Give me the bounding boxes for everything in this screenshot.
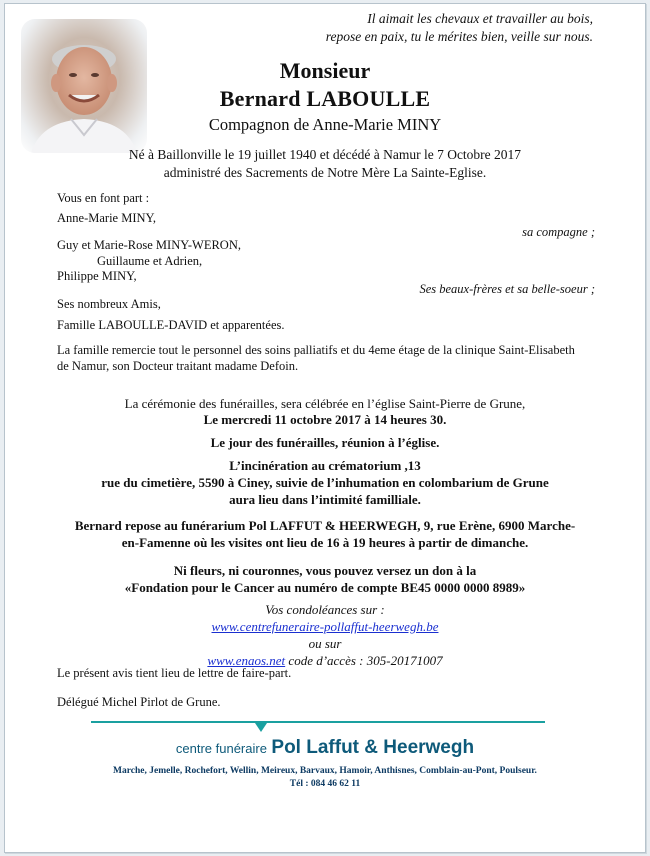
epitaph-line-1: Il aimait les chevaux et travailler au bois, xyxy=(367,11,593,26)
thanks-line-1: La famille remercie tout le personnel des soins palliatifs et du 4eme étage de la clinique Saint-Elisabeth xyxy=(57,343,575,357)
family-intro: Vous en font part : xyxy=(57,191,150,205)
cremation-block xyxy=(5,457,645,508)
condolences-block xyxy=(5,601,645,669)
logo-brand-name: Pol Laffut & Heerwegh xyxy=(271,737,475,758)
funeral-home-phone: Tél : 084 46 62 11 xyxy=(289,779,361,789)
ceremony-line-1: La cérémonie des funérailles, sera célébrée en l’église Saint-Pierre de Grune, xyxy=(124,396,526,411)
donation-line-2: «Fondation pour le Cancer au numéro de compte BE45 0000 0000 8989» xyxy=(124,580,526,595)
family-siblings-role: Ses beaux-frères et sa belle-soeur ; xyxy=(419,282,595,296)
logo-small-text: centre funéraire xyxy=(175,741,267,756)
funeral-home-line-1: Bernard repose au funérarium Pol LAFFUT & HEERWEGH, 9, rue Erène, 6900 Marche- xyxy=(74,518,576,533)
notice-text: Le présent avis tient lieu de lettre de faire-part. xyxy=(57,666,292,680)
condolences-label: Vos condoléances sur : xyxy=(265,602,385,617)
condolences-or: ou sur xyxy=(308,636,342,651)
birth-death: Né à Baillonville le 19 juillet 1940 et décédé à Namur le 7 Octobre 2017 xyxy=(128,147,522,162)
funeral-home-towns: Marche, Jemelle, Rochefort, Wellin, Meireux, Barvaux, Hamoir, Anthisnes, Comblain-au-Pont, Poulseur. xyxy=(113,766,537,776)
thanks-block xyxy=(57,342,575,374)
donation-line-1: Ni fleurs, ni couronnes, vous pouvez versez un don à la xyxy=(173,563,477,578)
family-relatives: Famille LABOULLE-DAVID et apparentées. xyxy=(57,318,285,332)
family-friends: Ses nombreux Amis, xyxy=(57,297,161,311)
funeral-home-logo xyxy=(5,737,645,759)
donation-block xyxy=(5,562,645,596)
cremation-line-1: L’incinération au crématorium ,13 xyxy=(229,458,421,473)
condolences-link-1[interactable]: www.centrefuneraire-pollaffut-heerwegh.be xyxy=(211,619,439,634)
companion-line: Compagnon de Anne-Marie MINY xyxy=(208,115,442,134)
epitaph xyxy=(326,10,593,46)
obituary-notice xyxy=(4,3,646,853)
divider-marker-icon xyxy=(255,723,267,732)
delegate-text: Délégué Michel Pirlot de Grune. xyxy=(57,695,221,709)
cremation-line-2: rue du cimetière, 5590 à Ciney, suivie de l’inhumation en colombarium de Grune xyxy=(101,475,549,490)
funeral-home-line-2: en-Famenne où les visites ont lieu de 16 à 19 heures à partir de dimanche. xyxy=(121,535,529,550)
ceremony-meeting: Le jour des funérailles, réunion à l’église. xyxy=(210,435,440,450)
epitaph-line-2: repose en paix, tu le mérites bien, veille sur nous. xyxy=(325,29,593,44)
thanks-line-2: de Namur, son Docteur traitant madame Defoin. xyxy=(57,359,299,373)
sacraments: administré des Sacrements de Notre Mère La Sainte-Eglise. xyxy=(163,165,487,180)
family-partner-role: sa compagne ; xyxy=(522,225,595,239)
family-partner: Anne-Marie MINY, xyxy=(57,211,157,225)
footer-divider xyxy=(91,721,545,723)
ceremony-line-2: Le mercredi 11 octobre 2017 à 14 heures 30. xyxy=(203,412,447,427)
family-siblings-children: Guillaume et Adrien, xyxy=(97,254,203,268)
civility: Monsieur xyxy=(279,58,371,83)
condolences-link-2[interactable]: www.enaos.net xyxy=(207,653,286,668)
family-siblings-1: Guy et Marie-Rose MINY-WERON, xyxy=(57,238,241,252)
cremation-line-3: aura lieu dans l’intimité familliale. xyxy=(229,492,421,507)
funeral-home-block xyxy=(5,517,645,551)
condolences-access-code: code d’accès : 305-20171007 xyxy=(285,653,443,668)
family-siblings-2: Philippe MINY, xyxy=(57,269,137,283)
birth-death-block xyxy=(5,146,645,182)
deceased-name: Bernard LABOULLE xyxy=(219,86,431,111)
